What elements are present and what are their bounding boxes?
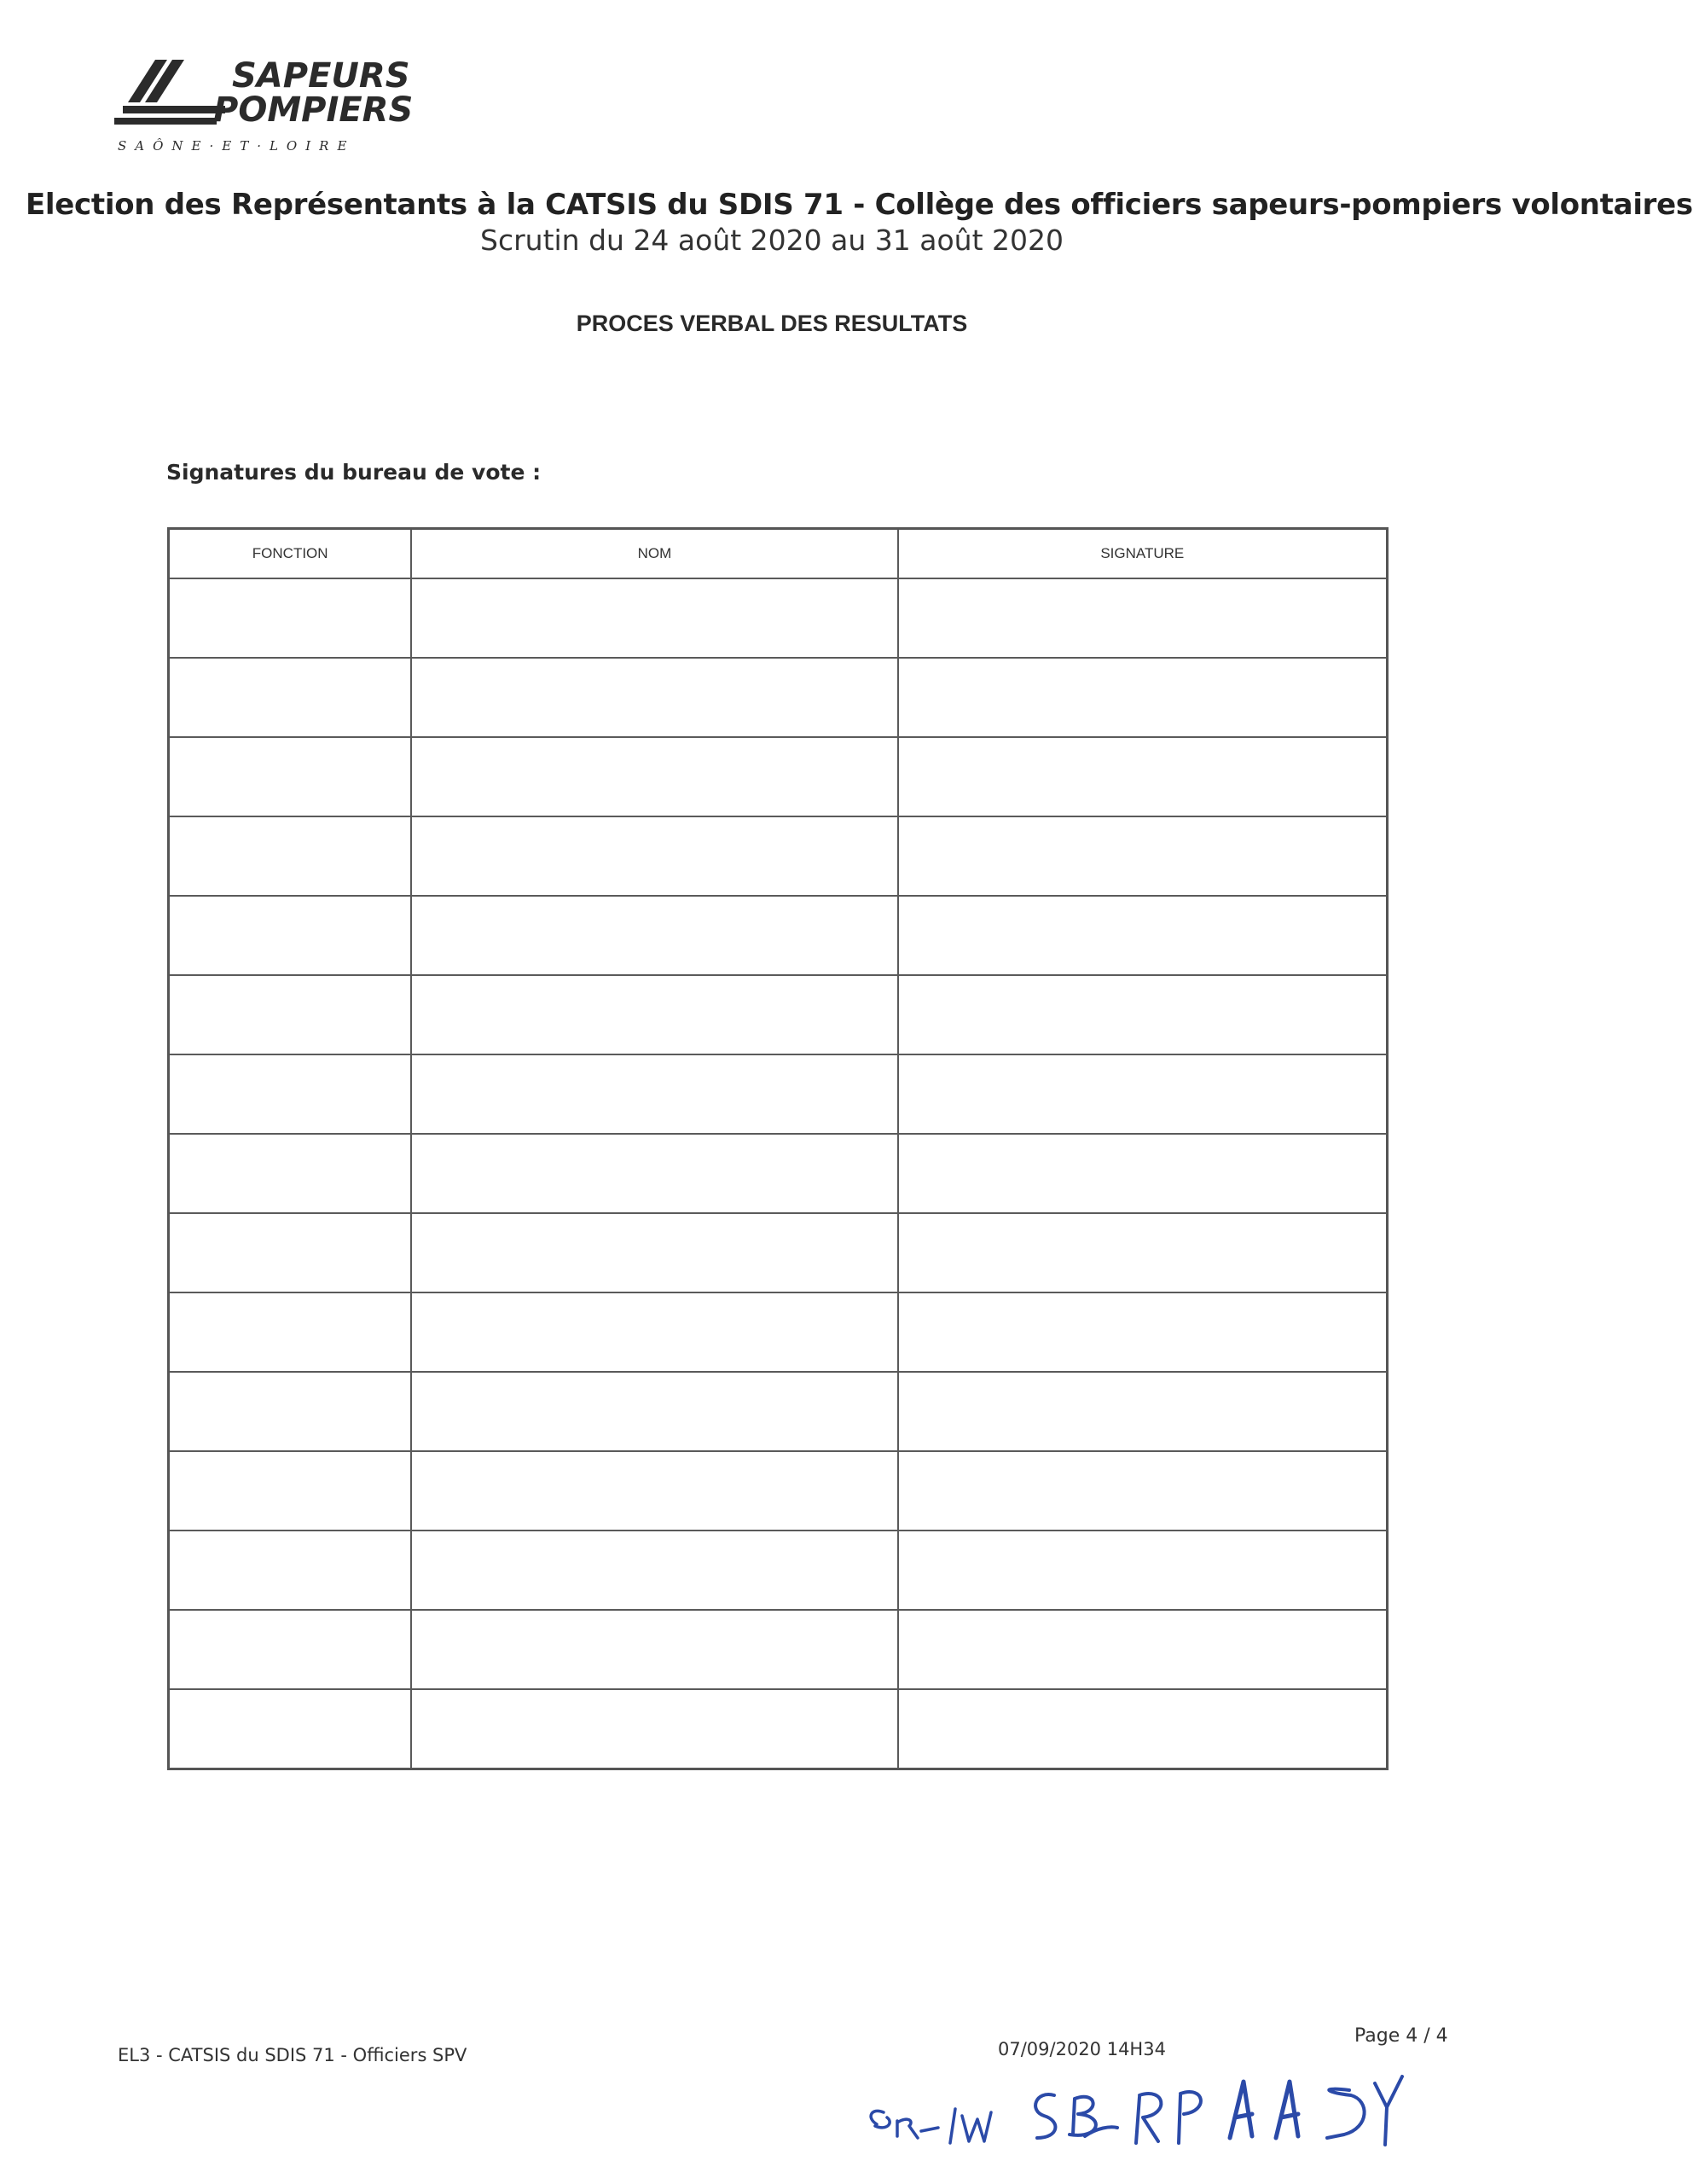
nom-cell xyxy=(411,1292,897,1372)
fonction-cell xyxy=(169,578,412,658)
table-row xyxy=(169,1213,1388,1292)
nom-cell xyxy=(411,1054,897,1134)
handwritten-initials xyxy=(861,2065,1458,2150)
table-row xyxy=(169,816,1388,896)
results-report-heading: PROCES VERBAL DES RESULTATS xyxy=(576,311,968,336)
signature-cell xyxy=(898,1531,1388,1610)
table-row xyxy=(169,1531,1388,1610)
signature-cell xyxy=(898,1451,1388,1531)
table-header-row xyxy=(169,529,1388,579)
nom-cell xyxy=(411,1531,897,1610)
nom-cell xyxy=(411,1610,897,1689)
fonction-cell xyxy=(169,896,412,975)
logo-pompiers-text: POMPIERS xyxy=(213,90,414,130)
print-timestamp: 07/09/2020 14H34 xyxy=(998,2039,1166,2059)
nom-cell xyxy=(411,1134,897,1213)
nom-cell xyxy=(411,1451,897,1531)
fonction-cell xyxy=(169,1372,412,1451)
nom-cell xyxy=(411,816,897,896)
nom-cell xyxy=(411,578,897,658)
signature-cell xyxy=(898,578,1388,658)
signatures-table xyxy=(167,527,1389,1770)
signature-cell xyxy=(898,816,1388,896)
logo-sapeurs-text: SAPEURS xyxy=(232,56,410,96)
logo-region-text: SAÔNE·ET·LOIRE xyxy=(118,138,356,154)
fonction-cell xyxy=(169,1689,412,1769)
signature-cell xyxy=(898,1213,1388,1292)
table-row xyxy=(169,1292,1388,1372)
table-row xyxy=(169,578,1388,658)
signature-cell xyxy=(898,1372,1388,1451)
column-header-fonction: FONCTION xyxy=(169,529,412,579)
fonction-cell xyxy=(169,1531,412,1610)
ballot-dates: Scrutin du 24 août 2020 au 31 août 2020 xyxy=(480,224,1064,257)
fonction-cell xyxy=(169,1610,412,1689)
table-row xyxy=(169,896,1388,975)
nom-cell xyxy=(411,658,897,737)
nom-cell xyxy=(411,1689,897,1769)
fonction-cell xyxy=(169,1213,412,1292)
signature-cell xyxy=(898,1292,1388,1372)
table-row xyxy=(169,975,1388,1054)
signature-cell xyxy=(898,975,1388,1054)
fonction-cell xyxy=(169,737,412,816)
fonction-cell xyxy=(169,1054,412,1134)
column-header-signature: SIGNATURE xyxy=(898,529,1388,579)
table-row xyxy=(169,1610,1388,1689)
table-row xyxy=(169,1134,1388,1213)
fonction-cell xyxy=(169,1451,412,1531)
signature-cell xyxy=(898,658,1388,737)
column-header-nom: NOM xyxy=(411,529,897,579)
fonction-cell xyxy=(169,816,412,896)
page-number: Page 4 / 4 xyxy=(1354,2025,1448,2047)
signature-cell xyxy=(898,1610,1388,1689)
nom-cell xyxy=(411,737,897,816)
table-row xyxy=(169,1372,1388,1451)
signature-cell xyxy=(898,1054,1388,1134)
table-row xyxy=(169,1689,1388,1769)
nom-cell xyxy=(411,896,897,975)
fonction-cell xyxy=(169,658,412,737)
nom-cell xyxy=(411,975,897,1054)
signatures-heading: Signatures du bureau de vote : xyxy=(166,460,542,485)
signature-cell xyxy=(898,737,1388,816)
election-title: Election des Représentants à la CATSIS du SDIS 71 - Collège des officiers sapeurs-pompiers volontaires xyxy=(26,188,1693,222)
nom-cell xyxy=(411,1372,897,1451)
table-row xyxy=(169,1054,1388,1134)
fonction-cell xyxy=(169,1134,412,1213)
signatures-table-body xyxy=(169,578,1388,1769)
table-row xyxy=(169,737,1388,816)
table-row xyxy=(169,658,1388,737)
document-reference: EL3 - CATSIS du SDIS 71 - Officiers SPV xyxy=(118,2045,467,2065)
signature-cell xyxy=(898,1134,1388,1213)
signature-cell xyxy=(898,1689,1388,1769)
signature-cell xyxy=(898,896,1388,975)
table-row xyxy=(169,1451,1388,1531)
sapeurs-pompiers-logo xyxy=(113,44,414,157)
fonction-cell xyxy=(169,1292,412,1372)
nom-cell xyxy=(411,1213,897,1292)
fonction-cell xyxy=(169,975,412,1054)
